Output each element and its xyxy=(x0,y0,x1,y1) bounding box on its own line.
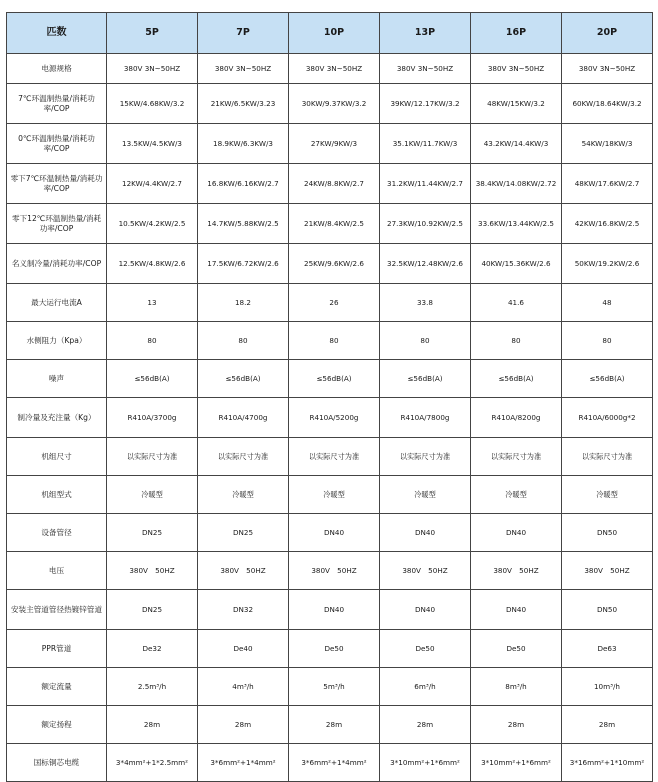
table-cell: 31.2KW/11.44KW/2.7 xyxy=(380,164,471,204)
table-cell: 50KW/19.2KW/2.6 xyxy=(562,244,653,284)
table-row xyxy=(7,360,653,398)
table-cell: 38.4KW/14.08KW/2.72 xyxy=(471,164,562,204)
table-cell: 28m xyxy=(107,706,198,744)
table-cell: 32.5KW/12.48KW/2.6 xyxy=(380,244,471,284)
table-cell: 17.5KW/6.72KW/2.6 xyxy=(198,244,289,284)
table-row xyxy=(7,244,653,284)
table-cell: 18.2 xyxy=(198,284,289,322)
table-cell: 3*6mm²+1*4mm² xyxy=(198,744,289,782)
header-row xyxy=(7,13,653,54)
table-row xyxy=(7,668,653,706)
table-cell: DN50 xyxy=(562,590,653,630)
table-cell: 48KW/15KW/3.2 xyxy=(471,84,562,124)
row-label: 制冷量及充注量（Kg） xyxy=(7,398,107,438)
table-cell: 3*10mm²+1*6mm² xyxy=(471,744,562,782)
table-row xyxy=(7,514,653,552)
table-cell: 380V 50HZ xyxy=(380,552,471,590)
table-cell: 28m xyxy=(562,706,653,744)
table-cell: 380V 3N~50HZ xyxy=(289,54,380,84)
table-row xyxy=(7,744,653,782)
table-cell: 80 xyxy=(471,322,562,360)
row-label: 额定流量 xyxy=(7,668,107,706)
table-row xyxy=(7,322,653,360)
row-label: 电压 xyxy=(7,552,107,590)
table-cell: 80 xyxy=(562,322,653,360)
table-cell: 33.6KW/13.44KW/2.5 xyxy=(471,204,562,244)
table-row xyxy=(7,438,653,476)
table-cell: 380V 50HZ xyxy=(107,552,198,590)
table-cell: DN25 xyxy=(107,514,198,552)
header-cell-label: 匹数 xyxy=(7,13,107,54)
table-cell: 15KW/4.68KW/3.2 xyxy=(107,84,198,124)
header-cell-16p: 16P xyxy=(471,13,562,54)
table-cell: 3*16mm²+1*10mm² xyxy=(562,744,653,782)
table-row xyxy=(7,124,653,164)
table-cell: 冷暖型 xyxy=(562,476,653,514)
table-cell: 28m xyxy=(289,706,380,744)
table-cell: 18.9KW/6.3KW/3 xyxy=(198,124,289,164)
table-cell: 27KW/9KW/3 xyxy=(289,124,380,164)
table-cell: 2.5m³/h xyxy=(107,668,198,706)
table-cell: 以实际尺寸为准 xyxy=(198,438,289,476)
table-cell: 冷暖型 xyxy=(198,476,289,514)
table-row xyxy=(7,84,653,124)
table-cell: 80 xyxy=(289,322,380,360)
table-cell: 54KW/18KW/3 xyxy=(562,124,653,164)
table-cell: DN40 xyxy=(471,590,562,630)
table-row xyxy=(7,398,653,438)
table-cell: 39KW/12.17KW/3.2 xyxy=(380,84,471,124)
table-cell: 24KW/8.8KW/2.7 xyxy=(289,164,380,204)
table-cell: 以实际尺寸为准 xyxy=(107,438,198,476)
row-label: 安装主管道管径热镀锌管道 xyxy=(7,590,107,630)
table-cell: 380V 3N~50HZ xyxy=(198,54,289,84)
table-cell: ≤56dB(A) xyxy=(562,360,653,398)
table-cell: 80 xyxy=(380,322,471,360)
row-label: PPR管道 xyxy=(7,630,107,668)
table-cell: 12.5KW/4.8KW/2.6 xyxy=(107,244,198,284)
table-cell: 80 xyxy=(198,322,289,360)
table-cell: 3*10mm²+1*6mm² xyxy=(380,744,471,782)
table-cell: 13.5KW/4.5KW/3 xyxy=(107,124,198,164)
table-cell: 28m xyxy=(198,706,289,744)
table-cell: 以实际尺寸为准 xyxy=(562,438,653,476)
row-label: 设备管径 xyxy=(7,514,107,552)
table-cell: 27.3KW/10.92KW/2.5 xyxy=(380,204,471,244)
table-cell: 41.6 xyxy=(471,284,562,322)
row-label: 7℃环温制热量/消耗功率/COP xyxy=(7,84,107,124)
row-label: 机组尺寸 xyxy=(7,438,107,476)
table-cell: 16.8KW/6.16KW/2.7 xyxy=(198,164,289,204)
table-cell: 33.8 xyxy=(380,284,471,322)
table-cell: 60KW/18.64KW/3.2 xyxy=(562,84,653,124)
table-cell: 以实际尺寸为准 xyxy=(471,438,562,476)
table-row xyxy=(7,164,653,204)
table-cell: De50 xyxy=(471,630,562,668)
table-cell: 冷暖型 xyxy=(107,476,198,514)
table-cell: ≤56dB(A) xyxy=(289,360,380,398)
table-cell: DN40 xyxy=(380,514,471,552)
table-cell: 380V 50HZ xyxy=(289,552,380,590)
table-cell: R410A/7800g xyxy=(380,398,471,438)
table-cell: 43.2KW/14.4KW/3 xyxy=(471,124,562,164)
row-label: 名义制冷量/消耗功率/COP xyxy=(7,244,107,284)
table-cell: 380V 50HZ xyxy=(562,552,653,590)
table-cell: R410A/8200g xyxy=(471,398,562,438)
table-cell: DN50 xyxy=(562,514,653,552)
table-cell: 冷暖型 xyxy=(380,476,471,514)
table-cell: DN25 xyxy=(107,590,198,630)
table-cell: 48KW/17.6KW/2.7 xyxy=(562,164,653,204)
table-cell: 13 xyxy=(107,284,198,322)
table-cell: 5m³/h xyxy=(289,668,380,706)
table-cell: 25KW/9.6KW/2.6 xyxy=(289,244,380,284)
table-cell: 以实际尺寸为准 xyxy=(289,438,380,476)
table-cell: 28m xyxy=(471,706,562,744)
table-cell: De50 xyxy=(380,630,471,668)
table-cell: 3*6mm²+1*4mm² xyxy=(289,744,380,782)
row-label: 机组型式 xyxy=(7,476,107,514)
table-cell: 21KW/6.5KW/3.23 xyxy=(198,84,289,124)
table-row xyxy=(7,552,653,590)
table-cell: 8m³/h xyxy=(471,668,562,706)
table-cell: DN32 xyxy=(198,590,289,630)
spec-table-body xyxy=(7,54,653,782)
row-label: 额定扬程 xyxy=(7,706,107,744)
row-label: 国标铜芯电缆 xyxy=(7,744,107,782)
row-label: 零下12℃环温制热量/消耗功率/COP xyxy=(7,204,107,244)
row-label: 零下7℃环温制热量/消耗功率/COP xyxy=(7,164,107,204)
table-cell: 80 xyxy=(107,322,198,360)
table-row xyxy=(7,54,653,84)
table-row xyxy=(7,590,653,630)
table-cell: 48 xyxy=(562,284,653,322)
table-cell: ≤56dB(A) xyxy=(380,360,471,398)
table-cell: DN40 xyxy=(380,590,471,630)
table-cell: DN40 xyxy=(471,514,562,552)
table-row xyxy=(7,284,653,322)
table-cell: 380V 50HZ xyxy=(198,552,289,590)
table-cell: 380V 3N~50HZ xyxy=(471,54,562,84)
table-cell: 380V 50HZ xyxy=(471,552,562,590)
table-cell: 380V 3N~50HZ xyxy=(107,54,198,84)
table-cell: De50 xyxy=(289,630,380,668)
table-cell: 10.5KW/4.2KW/2.5 xyxy=(107,204,198,244)
table-cell: De40 xyxy=(198,630,289,668)
table-cell: 28m xyxy=(380,706,471,744)
table-cell: 21KW/8.4KW/2.5 xyxy=(289,204,380,244)
row-label: 0℃环温制热量/消耗功率/COP xyxy=(7,124,107,164)
table-row xyxy=(7,630,653,668)
table-cell: 12KW/4.4KW/2.7 xyxy=(107,164,198,204)
table-cell: 30KW/9.37KW/3.2 xyxy=(289,84,380,124)
table-cell: DN25 xyxy=(198,514,289,552)
table-cell: R410A/4700g xyxy=(198,398,289,438)
table-cell: 380V 3N~50HZ xyxy=(562,54,653,84)
row-label: 最大运行电流A xyxy=(7,284,107,322)
table-cell: 4m³/h xyxy=(198,668,289,706)
table-cell: ≤56dB(A) xyxy=(107,360,198,398)
table-cell: 以实际尺寸为准 xyxy=(380,438,471,476)
header-cell-5p: 5P xyxy=(107,13,198,54)
table-cell: 35.1KW/11.7KW/3 xyxy=(380,124,471,164)
table-cell: 3*4mm²+1*2.5mm² xyxy=(107,744,198,782)
table-cell: 10m³/h xyxy=(562,668,653,706)
table-cell: 26 xyxy=(289,284,380,322)
table-row xyxy=(7,706,653,744)
row-label: 噪声 xyxy=(7,360,107,398)
table-row xyxy=(7,204,653,244)
table-cell: 冷暖型 xyxy=(471,476,562,514)
table-cell: DN40 xyxy=(289,590,380,630)
header-cell-7p: 7P xyxy=(198,13,289,54)
table-cell: 40KW/15.36KW/2.6 xyxy=(471,244,562,284)
table-cell: R410A/6000g*2 xyxy=(562,398,653,438)
table-cell: R410A/3700g xyxy=(107,398,198,438)
header-cell-20p: 20P xyxy=(562,13,653,54)
table-cell: De63 xyxy=(562,630,653,668)
row-label: 电源规格 xyxy=(7,54,107,84)
table-cell: DN40 xyxy=(289,514,380,552)
table-cell: De32 xyxy=(107,630,198,668)
header-cell-10p: 10P xyxy=(289,13,380,54)
row-label: 水侧阻力（Kpa） xyxy=(7,322,107,360)
table-cell: R410A/5200g xyxy=(289,398,380,438)
table-cell: 14.7KW/5.88KW/2.5 xyxy=(198,204,289,244)
header-cell-13p: 13P xyxy=(380,13,471,54)
table-cell: 冷暖型 xyxy=(289,476,380,514)
table-cell: 380V 3N~50HZ xyxy=(380,54,471,84)
table-cell: ≤56dB(A) xyxy=(198,360,289,398)
table-cell: 42KW/16.8KW/2.5 xyxy=(562,204,653,244)
table-cell: 6m³/h xyxy=(380,668,471,706)
spec-table xyxy=(6,12,653,782)
table-cell: ≤56dB(A) xyxy=(471,360,562,398)
table-row xyxy=(7,476,653,514)
